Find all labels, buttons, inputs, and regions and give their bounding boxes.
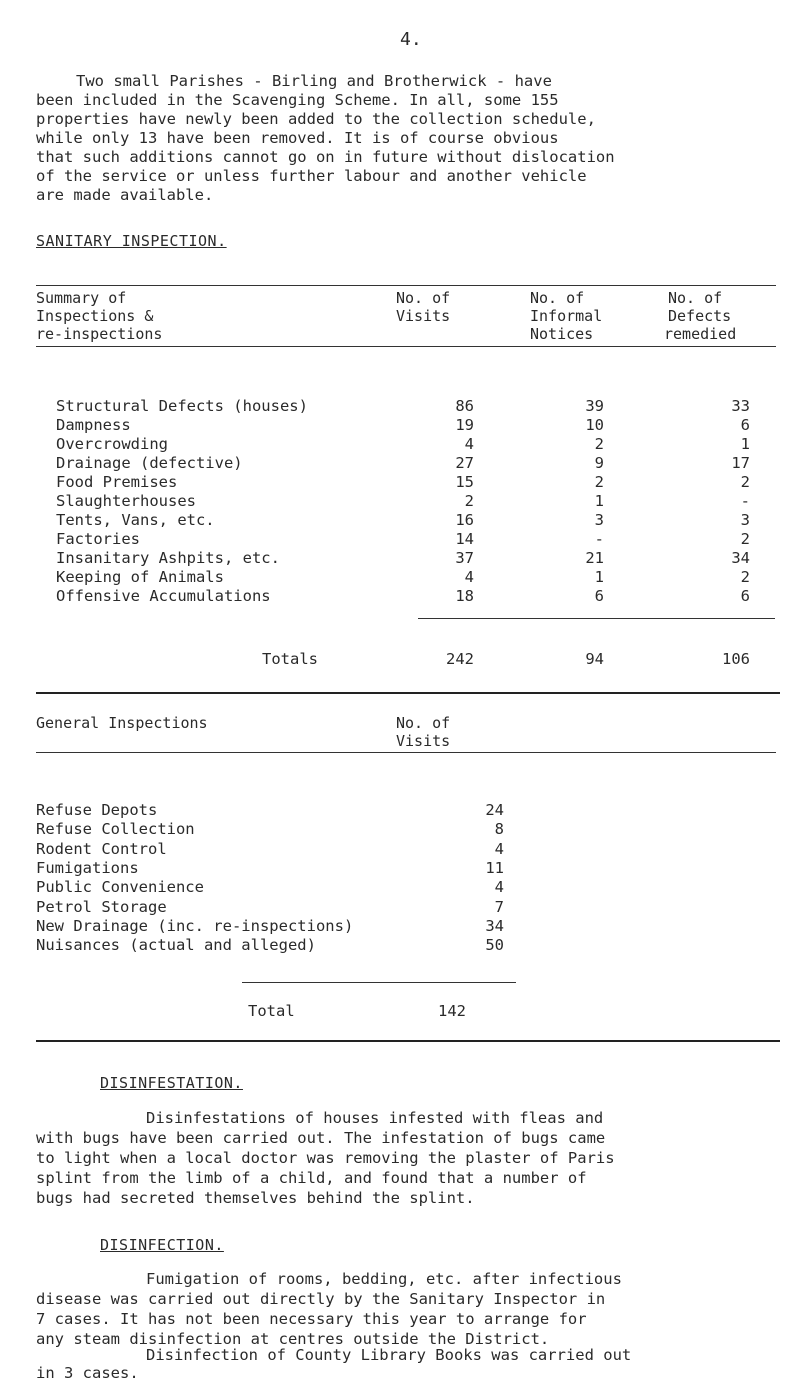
sanitary-inspection-heading: SANITARY INSPECTION. (36, 232, 227, 250)
general-visits-header-2: Visits (396, 732, 451, 750)
disinfection-p1-line-4: any steam disinfection at centres outside the District. (36, 1330, 550, 1348)
header-notices-1: No. of (530, 289, 585, 307)
general-row-visits: 11 (485, 859, 504, 877)
general-row-label: Refuse Depots (36, 801, 158, 819)
table-header-rule (36, 346, 776, 347)
sanitary-row-visits: 14 (455, 530, 474, 548)
sanitary-row-visits: 16 (455, 511, 474, 529)
general-visits-header-1: No. of (396, 714, 451, 732)
sanitary-row-visits: 27 (455, 454, 474, 472)
intro-line-1: Two small Parishes - Birling and Brotherwick - have (76, 72, 552, 90)
sanitary-row-label: Insanitary Ashpits, etc. (56, 549, 280, 567)
sanitary-row-visits: 37 (455, 549, 474, 567)
general-row-visits: 8 (494, 820, 504, 838)
general-row-label: Nuisances (actual and alleged) (36, 936, 316, 954)
general-total-rule (242, 982, 516, 983)
sanitary-row-defects: 17 (731, 454, 750, 472)
sanitary-row-label: Dampness (56, 416, 131, 434)
disinfection-p1-line-1: Fumigation of rooms, bedding, etc. after infectious (146, 1270, 622, 1288)
totals-label: Totals (262, 650, 318, 668)
sanitary-row-visits: 86 (455, 397, 474, 415)
sanitary-row-label: Factories (56, 530, 140, 548)
sanitary-row-label: Overcrowding (56, 435, 168, 453)
disinfestation-heading: DISINFESTATION. (100, 1074, 243, 1092)
sanitary-row-defects: 34 (731, 549, 750, 567)
header-visits-2: Visits (396, 307, 451, 325)
header-summary-2: Inspections & (36, 307, 154, 325)
disinfection-p1-line-3: 7 cases. It has not been necessary this year to arrange for (36, 1310, 587, 1328)
general-row-visits: 4 (494, 840, 504, 858)
header-defects-3: remedied (664, 325, 737, 343)
general-row-visits: 50 (485, 936, 504, 954)
sanitary-row-label: Keeping of Animals (56, 568, 224, 586)
general-row-visits: 24 (485, 801, 504, 819)
sanitary-row-notices: 21 (585, 549, 604, 567)
totals-defects: 106 (722, 650, 750, 668)
sanitary-row-visits: 4 (464, 568, 474, 586)
sanitary-row-defects: 1 (740, 435, 750, 453)
general-row-visits: 7 (494, 898, 504, 916)
sanitary-row-label: Structural Defects (houses) (56, 397, 308, 415)
sanitary-row-defects: 3 (740, 511, 750, 529)
sanitary-row-notices: 3 (594, 511, 604, 529)
sanitary-row-notices: 39 (585, 397, 604, 415)
sanitary-row-visits: 19 (455, 416, 474, 434)
header-summary-3: re-inspections (36, 325, 163, 343)
intro-line-5: that such additions cannot go on in future without dislocation (36, 148, 615, 166)
header-visits-1: No. of (396, 289, 451, 307)
sanitary-row-notices: 1 (594, 492, 604, 510)
sanitary-row-label: Offensive Accumulations (56, 587, 271, 605)
general-total-visits: 142 (438, 1002, 466, 1020)
general-row-label: Petrol Storage (36, 898, 167, 916)
disinfection-p2-line-1: Disinfection of County Library Books was carried out (146, 1346, 632, 1364)
general-total-label: Total (248, 1002, 295, 1020)
general-inspections-header: General Inspections (36, 714, 208, 732)
header-defects-2: Defects (668, 307, 732, 325)
sanitary-row-defects: - (740, 492, 750, 510)
sanitary-row-defects: 6 (740, 587, 750, 605)
sanitary-row-notices: 2 (594, 435, 604, 453)
sanitary-row-visits: 2 (464, 492, 474, 510)
sanitary-row-defects: 2 (740, 530, 750, 548)
sanitary-row-notices: 9 (594, 454, 604, 472)
general-row-label: Fumigations (36, 859, 139, 877)
sanitary-row-notices: 10 (585, 416, 604, 434)
disinfestation-line-2: with bugs have been carried out. The infestation of bugs came (36, 1129, 606, 1147)
header-defects-1: No. of (668, 289, 723, 307)
totals-notices: 94 (585, 650, 604, 668)
disinfestation-line-4: splint from the limb of a child, and found that a number of (36, 1169, 587, 1187)
sanitary-row-notices: - (594, 530, 604, 548)
general-row-label: Public Convenience (36, 878, 204, 896)
intro-line-2: been included in the Scavenging Scheme. In all, some 155 (36, 91, 559, 109)
sanitary-row-defects: 2 (740, 568, 750, 586)
general-row-label: Rodent Control (36, 840, 167, 858)
disinfection-p2-line-2: in 3 cases. (36, 1364, 139, 1382)
sanitary-row-visits: 18 (455, 587, 474, 605)
page-number: 4. (400, 29, 422, 50)
sanitary-row-defects: 2 (740, 473, 750, 491)
totals-visits: 242 (446, 650, 474, 668)
sanitary-row-label: Drainage (defective) (56, 454, 243, 472)
sanitary-row-visits: 4 (464, 435, 474, 453)
table-top-rule (36, 285, 776, 286)
general-row-label: New Drainage (inc. re-inspections) (36, 917, 354, 935)
totals-rule (418, 618, 775, 619)
sanitary-row-label: Slaughterhouses (56, 492, 196, 510)
general-row-visits: 4 (494, 878, 504, 896)
disinfestation-line-1: Disinfestations of houses infested with fleas and (146, 1109, 604, 1127)
disinfection-p1-line-2: disease was carried out directly by the Sanitary Inspector in (36, 1290, 606, 1308)
general-row-visits: 34 (485, 917, 504, 935)
sanitary-row-label: Food Premises (56, 473, 178, 491)
header-notices-3: Notices (530, 325, 594, 343)
sanitary-row-visits: 15 (455, 473, 474, 491)
sanitary-row-defects: 6 (740, 416, 750, 434)
sanitary-row-notices: 1 (594, 568, 604, 586)
general-row-label: Refuse Collection (36, 820, 195, 838)
general-header-rule (36, 752, 776, 753)
intro-line-6: of the service or unless further labour and another vehicle (36, 167, 587, 185)
sanitary-bottom-rule (36, 692, 780, 694)
sanitary-row-notices: 6 (594, 587, 604, 605)
sanitary-row-label: Tents, Vans, etc. (56, 511, 215, 529)
disinfestation-line-3: to light when a local doctor was removing the plaster of Paris (36, 1149, 615, 1167)
intro-line-7: are made available. (36, 186, 214, 204)
intro-line-4: while only 13 have been removed. It is of course obvious (36, 129, 559, 147)
sanitary-row-notices: 2 (594, 473, 604, 491)
intro-line-3: properties have newly been added to the collection schedule, (36, 110, 596, 128)
disinfection-heading: DISINFECTION. (100, 1236, 224, 1254)
sanitary-row-defects: 33 (731, 397, 750, 415)
header-notices-2: Informal (530, 307, 603, 325)
disinfestation-line-5: bugs had secreted themselves behind the splint. (36, 1189, 475, 1207)
header-summary-1: Summary of (36, 289, 127, 307)
general-bottom-rule (36, 1040, 780, 1042)
